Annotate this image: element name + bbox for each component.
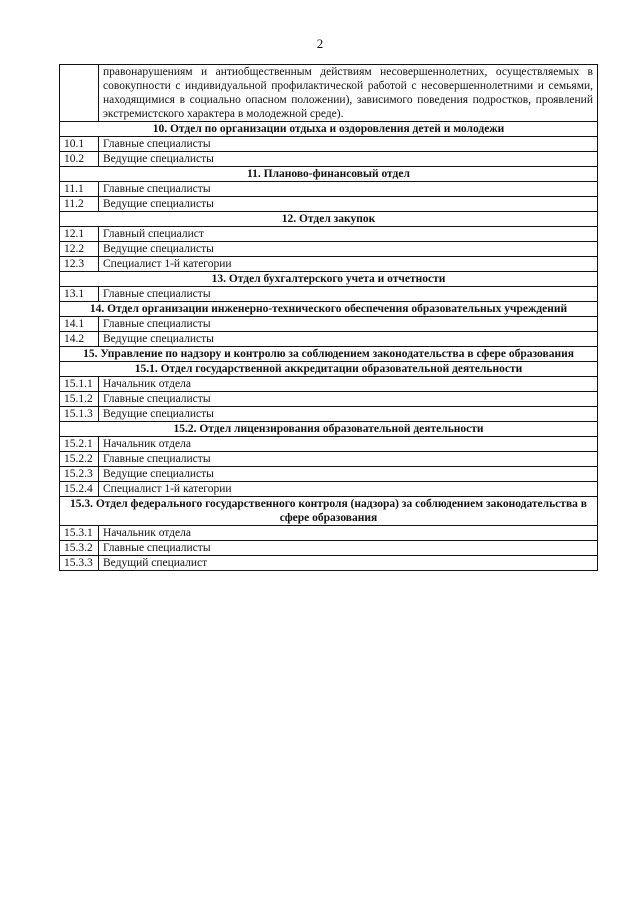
- section-title: 13. Отдел бухгалтерского учета и отчетности: [60, 272, 598, 287]
- item-number: 15.3.3: [60, 556, 99, 571]
- table-row: [60, 287, 598, 302]
- table-row: [60, 377, 598, 392]
- item-number: 13.1: [60, 287, 99, 302]
- position-title: Ведущие специалисты: [99, 152, 598, 167]
- table-row: [60, 556, 598, 571]
- intro-num-cell: [60, 65, 99, 122]
- table-row: [60, 227, 598, 242]
- position-title: Ведущие специалисты: [99, 197, 598, 212]
- position-title: Ведущий специалист: [99, 556, 598, 571]
- item-number: 15.1.1: [60, 377, 99, 392]
- item-number: 15.2.1: [60, 437, 99, 452]
- staff-positions-table: [59, 64, 598, 571]
- table-row: [60, 317, 598, 332]
- section-header-row: [60, 497, 598, 526]
- item-number: 12.2: [60, 242, 99, 257]
- section-title: 12. Отдел закупок: [60, 212, 598, 227]
- item-number: 15.2.4: [60, 482, 99, 497]
- item-number: 10.1: [60, 137, 99, 152]
- section-header-row: [60, 167, 598, 182]
- section-header-row: [60, 122, 598, 137]
- position-title: Начальник отдела: [99, 377, 598, 392]
- intro-text-cell: [99, 65, 598, 122]
- position-title: Главные специалисты: [99, 137, 598, 152]
- position-title: Начальник отдела: [99, 526, 598, 541]
- table-row: [60, 137, 598, 152]
- table-row: [60, 392, 598, 407]
- item-number: 14.2: [60, 332, 99, 347]
- item-number: 15.3.2: [60, 541, 99, 556]
- table-row: [60, 182, 598, 197]
- position-title: Главный специалист: [99, 227, 598, 242]
- position-title: Главные специалисты: [99, 317, 598, 332]
- position-title: Главные специалисты: [99, 182, 598, 197]
- table-row: [60, 526, 598, 541]
- intro-row: [60, 65, 598, 122]
- item-number: 11.1: [60, 182, 99, 197]
- section-title: 10. Отдел по организации отдыха и оздоровления детей и молодежи: [60, 122, 598, 137]
- page-number: 2: [316, 36, 324, 51]
- item-number: 15.1.2: [60, 392, 99, 407]
- item-number: 15.2.3: [60, 467, 99, 482]
- section-header-row: [60, 302, 598, 317]
- section-header-row: [60, 272, 598, 287]
- table-row: [60, 152, 598, 167]
- table-row: [60, 467, 598, 482]
- item-number: 12.1: [60, 227, 99, 242]
- section-header-row: [60, 422, 598, 437]
- position-title: Ведущие специалисты: [99, 407, 598, 422]
- table-body: [60, 65, 598, 571]
- position-title: Специалист 1-й категории: [99, 257, 598, 272]
- position-title: Главные специалисты: [99, 452, 598, 467]
- table-row: [60, 541, 598, 556]
- section-title: 15.2. Отдел лицензирования образовательной деятельности: [60, 422, 598, 437]
- position-title: Главные специалисты: [99, 287, 598, 302]
- section-title: 11. Планово-финансовый отдел: [60, 167, 598, 182]
- position-title: Ведущие специалисты: [99, 332, 598, 347]
- item-number: 11.2: [60, 197, 99, 212]
- item-number: 15.2.2: [60, 452, 99, 467]
- item-number: 14.1: [60, 317, 99, 332]
- section-title: 15.3. Отдел федерального государственного контроля (надзора) за соблюдением законодательства в сфере образования: [60, 497, 598, 526]
- item-number: 15.1.3: [60, 407, 99, 422]
- table-row: [60, 437, 598, 452]
- item-number: 10.2: [60, 152, 99, 167]
- table-row: [60, 242, 598, 257]
- position-title: Специалист 1-й категории: [99, 482, 598, 497]
- table-row: [60, 407, 598, 422]
- item-number: 12.3: [60, 257, 99, 272]
- section-title: 15.1. Отдел государственной аккредитации образовательной деятельности: [60, 362, 598, 377]
- section-header-row: [60, 362, 598, 377]
- table-row: [60, 452, 598, 467]
- position-title: Главные специалисты: [99, 541, 598, 556]
- table-row: [60, 257, 598, 272]
- section-title: 15. Управление по надзору и контролю за соблюдением законодательства в сфере образования: [60, 347, 598, 362]
- position-title: Начальник отдела: [99, 437, 598, 452]
- item-number: 15.3.1: [60, 526, 99, 541]
- section-header-row: [60, 347, 598, 362]
- position-title: Ведущие специалисты: [99, 242, 598, 257]
- section-title: 14. Отдел организации инженерно-технического обеспечения образовательных учреждений: [60, 302, 598, 317]
- table-row: [60, 482, 598, 497]
- table-row: [60, 197, 598, 212]
- position-title: Ведущие специалисты: [99, 467, 598, 482]
- intro-text: правонарушениям и антиобщественным действиям несовершеннолетних, осуществляемых в совокупности с индивидуальной профилактической работой с несовершеннолетними и семьями, находящимися в социально опасном положении), зависимого поведения подростков, проявлений экстремистского характера в молодежной среде).: [103, 66, 593, 120]
- table-row: [60, 332, 598, 347]
- section-header-row: [60, 212, 598, 227]
- position-title: Главные специалисты: [99, 392, 598, 407]
